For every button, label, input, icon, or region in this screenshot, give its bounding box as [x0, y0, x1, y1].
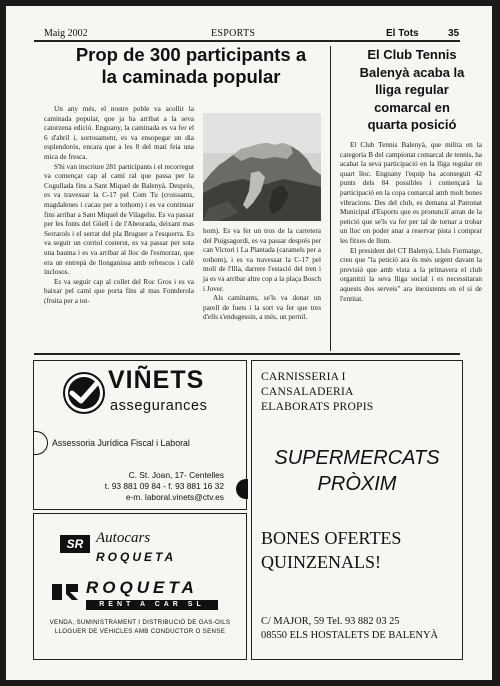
roqueta-emblem: SR [60, 535, 90, 553]
roqueta-script-label: Autocars [96, 530, 151, 546]
roqueta-name-1: ROQUETA [96, 550, 177, 564]
side-article-title [342, 46, 482, 134]
title-line: comarcal en [374, 99, 450, 115]
page-header [6, 6, 492, 38]
proxim-label: PRÒXIM [317, 473, 397, 495]
vinets-subtitle: assegurances [110, 398, 208, 414]
title-line-1: Prop de 300 participants a [75, 44, 307, 65]
magazine-name: El Tots [386, 28, 419, 39]
title-line: El Club Tennis [367, 47, 457, 62]
vinets-brand: VIÑETS [108, 366, 205, 394]
vinets-logo-icon [62, 371, 106, 415]
vinets-contact [105, 470, 224, 503]
offers-line: QUINZENALS! [261, 552, 381, 572]
title-line: lliga regular [375, 82, 449, 98]
paragraph: Als caminants, se'ls va donar un parell de fuets i la sort va fer que tres d'ells s'endugessin, a més, un pernil. [203, 294, 321, 322]
vinets-email: e-m. laboral.vinets@ctv.es [125, 492, 224, 502]
carnisseria-line: CANSALADERIA [261, 385, 354, 398]
paragraph: S'hi van inscriure 281 participants i el recorregut va començar cap al camí ral que passa per la Cogullada fins a Sant Miquel de Balenyà. Després, es va travessar la C-17 pel Com Tu (croissants, magdalenes i cacau per a tothom) i es va continuar fins arribar a Sant Miquel de Vilageliu. Es va passar per les fonts del Güell i de l'Abeurada, deixant mas Serrarols i el serrat del pla Bruguer a l'esquerra. Es va seguir un corriol costerut, es va passar per sota una bauma i es va arribar al lloc de l'esmorzar, que era un entrepà de llonganissa amb refrescos i cafè inclosos. [44, 162, 195, 277]
issue-date: Maig 2002 [44, 28, 88, 39]
carnisseria-line: ELABORATS PROPIS [261, 400, 374, 413]
mountain-photo-image [203, 113, 321, 221]
roqueta-service-line: VENDA, SUMINISTRAMENT I DISTRIBUCIÓ DE GAS-OILS [49, 619, 231, 626]
offers-text [261, 526, 401, 574]
title-line: quarta posició [367, 117, 457, 133]
vinets-advertisement [33, 360, 247, 510]
tab-decoration [236, 479, 248, 499]
roqueta-name-2: ROQUETA [86, 578, 198, 597]
address-line: C/ MAJOR, 59 Tel. 93 882 03 25 [261, 616, 400, 627]
paragraph: El Club Tennis Balenyà, que milita en la categoria B del campionat comarcal de tennis, ha acabat la seva participació en la lliga regular en quart lloc. Enguany l'equip ha aconseguit 42 punts dels 84 possibles i començarà la participació en la copa comarcal amb molt bones vibracions. Des del club, es demana al Patronat Municipal d'Esports que es pronunciï arran de la petició que se'ls va fer per tal de tornar a trobar un lloc on poder anar a reservar pista i comprar les fitxes de llum. [340, 141, 482, 245]
bracket-decoration [34, 431, 48, 455]
carnisseria-line: CARNISSERIA I [261, 370, 346, 383]
ads-rule [34, 353, 460, 355]
carnisseria-address [261, 615, 438, 643]
header-rule [34, 40, 460, 42]
main-article-column-2 [203, 227, 321, 323]
side-article-body [340, 141, 482, 304]
vinets-address: C. St. Joan, 17- Centelles [128, 470, 224, 480]
roqueta-advertisement [33, 513, 247, 660]
vinets-tagline: Assessoria Jurídica Fiscal i Laboral [52, 438, 190, 448]
paragraph: hom). Es va fer un tros de la carretera del Puigsagordi, es va passar després per can Victori i La Plantada (caramels per a tothom), i es va travessar la C-17 pel molí de l'Illa, darrere l'estació del tren i ja es va arribar altre cop a la plaça Bosch i Jover. [203, 227, 321, 293]
paragraph: Un any més, el nostre poble va acollir la caminada popular, que ja ha arribat a la seva catorzena edició. Enguany, la caminada es va fer el 6 d'abril i, sortosament, es va ensopegar un dia esplendorós, encara que a les 8 del matí feia una mica de fresca. [44, 105, 194, 161]
roqueta-services [34, 618, 246, 636]
main-article-column-1 [44, 105, 194, 306]
magazine-page [6, 6, 492, 680]
carnisseria-heading [261, 369, 373, 414]
paragraph: El president del CT Balenyà, Lluís Formatge, creu que "la petició ara és més urgent davant la previsió que amb vista a la primavera el club organitzi la seva lliga social i es necessitaran aquests dos serveis" ara inexistents en el si de l'entitat. [340, 246, 482, 303]
mountain-photo [203, 113, 321, 221]
column-divider [330, 46, 331, 351]
address-line: 08550 ELS HOSTALETS DE BALENYÀ [261, 630, 438, 641]
offers-line: BONES OFERTES [261, 528, 402, 548]
roqueta-rent-icon [50, 580, 80, 604]
vinets-phones: t. 93 881 09 84 - f. 93 881 16 32 [104, 481, 224, 491]
carnisseria-advertisement [251, 360, 463, 660]
roqueta-rent-a-car: RENT A CAR SL [86, 600, 218, 610]
roqueta-service-line: LLOGUER DE VEHICLES AMB CONDUCTOR O SENSE [54, 628, 226, 635]
supermercats-label: SUPERMERCATS [274, 447, 440, 469]
paragraph: Es va seguir cap al collet del Roc Gros i es va baixar pel camí que porta fins al mas Fontderola (fruita per a tot- [44, 277, 194, 305]
page-number: 35 [448, 28, 460, 39]
section-name: ESPORTS [211, 28, 256, 39]
title-line: Balenyà acaba la [359, 64, 465, 80]
main-article-title [46, 44, 336, 88]
title-line-2: la caminada popular [101, 66, 281, 87]
